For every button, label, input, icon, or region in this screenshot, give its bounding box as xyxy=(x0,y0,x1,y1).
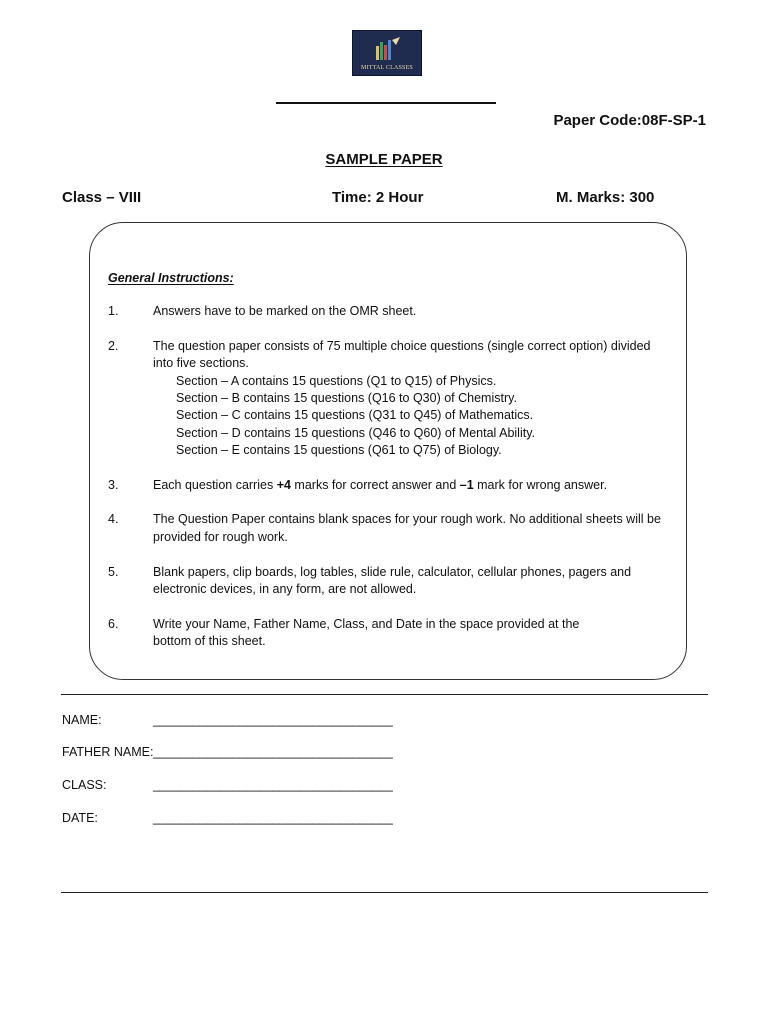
class-field-label: CLASS: xyxy=(62,778,107,792)
mittal-classes-logo xyxy=(352,30,422,76)
class-field[interactable]: ____________________________________ xyxy=(153,778,393,792)
header-rule xyxy=(276,102,496,104)
name-field[interactable]: ____________________________________ xyxy=(153,713,393,727)
instruction-text: electronic devices, in any form, are not allowed. xyxy=(153,582,417,596)
instruction-number: 3. xyxy=(108,478,119,492)
section-line: Section – A contains 15 questions (Q1 to Q15) of Physics. xyxy=(176,374,497,388)
paper-code: Paper Code:08F-SP-1 xyxy=(553,112,706,129)
instruction-text: into five sections. xyxy=(153,356,249,370)
father-name-label: FATHER NAME: xyxy=(62,745,154,759)
instructions-heading: General Instructions: xyxy=(108,271,234,285)
section-line: Section – E contains 15 questions (Q61 to Q75) of Biology. xyxy=(176,443,502,457)
section-line: Section – B contains 15 questions (Q16 to Q30) of Chemistry. xyxy=(176,391,517,405)
instruction-number: 4. xyxy=(108,512,119,526)
section-line: Section – D contains 15 questions (Q46 to Q60) of Mental Ability. xyxy=(176,426,535,440)
date-label: DATE: xyxy=(62,811,98,825)
instruction-text-part: Each question carries xyxy=(153,478,277,492)
instruction-text: The question paper consists of 75 multiple choice questions (single correct option) divided xyxy=(153,339,651,353)
class-label: Class – VIII xyxy=(62,189,142,206)
positive-marks: +4 xyxy=(276,478,291,492)
negative-marks: –1 xyxy=(459,478,474,492)
instruction-text: The Question Paper contains blank spaces for your rough work. No additional sheets will be xyxy=(153,512,661,526)
instruction-text-part: marks for correct answer and xyxy=(290,478,460,492)
form-top-rule xyxy=(61,694,708,695)
instruction-text: Answers have to be marked on the OMR sheet. xyxy=(153,304,417,318)
page-title: SAMPLE PAPER xyxy=(325,151,443,168)
instruction-text: bottom of this sheet. xyxy=(153,634,266,648)
instruction-text: Write your Name, Father Name, Class, and Date in the space provided at the xyxy=(153,617,580,631)
logo-text: MITTAL CLASSES xyxy=(361,65,413,71)
instruction-number: 5. xyxy=(108,565,119,579)
form-bottom-rule xyxy=(61,892,708,893)
section-line: Section – C contains 15 questions (Q31 to Q45) of Mathematics. xyxy=(176,408,534,422)
father-name-field[interactable]: ____________________________________ xyxy=(153,745,393,759)
instruction-text: provided for rough work. xyxy=(153,530,288,544)
instruction-text xyxy=(153,477,673,494)
instruction-number: 6. xyxy=(108,617,119,631)
instruction-number: 2. xyxy=(108,339,119,353)
date-field[interactable]: ____________________________________ xyxy=(153,811,393,825)
instruction-text: Blank papers, clip boards, log tables, slide rule, calculator, cellular phones, pagers and xyxy=(153,565,632,579)
logo-books-icon xyxy=(373,36,403,62)
instruction-text-part: mark for wrong answer. xyxy=(473,478,608,492)
instruction-number: 1. xyxy=(108,304,119,318)
time-label: Time: 2 Hour xyxy=(332,189,424,206)
max-marks-label: M. Marks: 300 xyxy=(556,189,655,206)
name-label: NAME: xyxy=(62,713,102,727)
